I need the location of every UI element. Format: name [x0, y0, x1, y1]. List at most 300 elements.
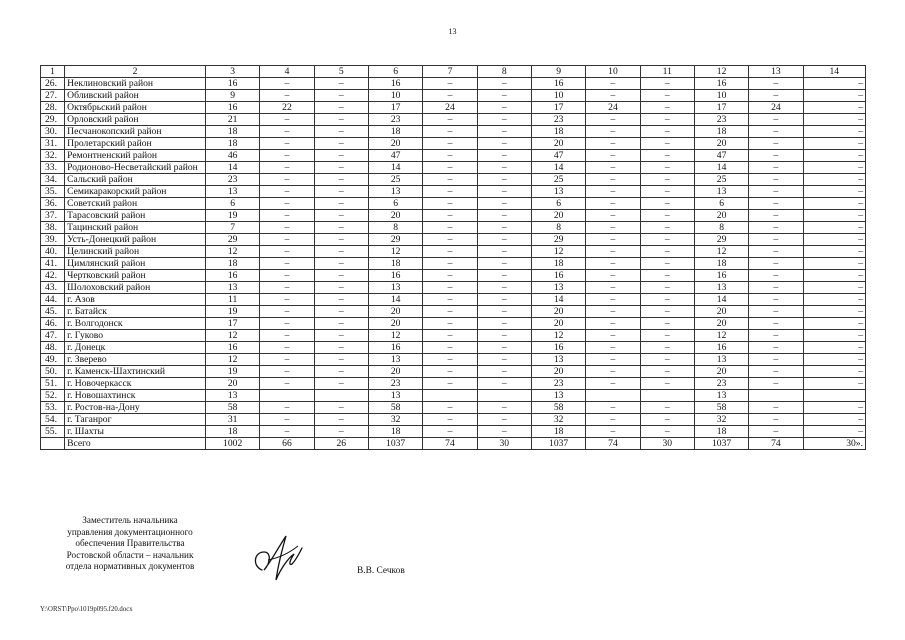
value-cell: 58: [368, 402, 422, 414]
value-cell: –: [586, 294, 640, 306]
signer-title-line: управления документационного: [67, 526, 193, 537]
value-cell: –: [640, 222, 694, 234]
row-number-cell: 30.: [41, 126, 65, 138]
row-number-cell: 29.: [41, 114, 65, 126]
value-cell: –: [749, 294, 803, 306]
table-row: [41, 258, 866, 270]
value-cell: 22: [260, 102, 314, 114]
value-cell: 13: [749, 66, 803, 78]
value-cell: 10: [531, 90, 585, 102]
value-cell: [640, 390, 694, 402]
row-number-cell: 53.: [41, 402, 65, 414]
table-row: [41, 354, 866, 366]
value-cell: 11: [205, 294, 259, 306]
value-cell: –: [477, 330, 531, 342]
region-name-cell: Обливский район: [65, 90, 206, 102]
value-cell: 18: [531, 426, 585, 438]
row-number-cell: 43.: [41, 282, 65, 294]
value-cell: 20: [368, 306, 422, 318]
value-cell: –: [803, 174, 865, 186]
value-cell: 11: [640, 66, 694, 78]
region-name-cell: Тацинский район: [65, 222, 206, 234]
value-cell: [260, 390, 314, 402]
value-cell: –: [260, 174, 314, 186]
value-cell: –: [314, 402, 368, 414]
value-cell: –: [423, 162, 477, 174]
value-cell: 17: [205, 318, 259, 330]
value-cell: –: [477, 210, 531, 222]
value-cell: 12: [205, 330, 259, 342]
row-number-cell: 39.: [41, 234, 65, 246]
value-cell: –: [477, 414, 531, 426]
value-cell: –: [477, 378, 531, 390]
value-cell: –: [803, 234, 865, 246]
value-cell: –: [477, 402, 531, 414]
region-name-cell: Ремонтненский район: [65, 150, 206, 162]
value-cell: –: [314, 258, 368, 270]
value-cell: [586, 390, 640, 402]
value-cell: –: [423, 378, 477, 390]
value-cell: –: [423, 186, 477, 198]
region-name-cell: Пролетарский район: [65, 138, 206, 150]
table-row: [41, 162, 866, 174]
value-cell: 8: [694, 222, 748, 234]
value-cell: 12: [368, 330, 422, 342]
value-cell: 13: [694, 354, 748, 366]
value-cell: 8: [531, 222, 585, 234]
table-row: [41, 210, 866, 222]
value-cell: –: [640, 306, 694, 318]
value-cell: 16: [694, 342, 748, 354]
value-cell: –: [477, 354, 531, 366]
value-cell: –: [803, 78, 865, 90]
value-cell: –: [803, 150, 865, 162]
region-name-cell: г. Батайск: [65, 306, 206, 318]
value-cell: –: [586, 150, 640, 162]
value-cell: –: [586, 126, 640, 138]
value-cell: –: [260, 378, 314, 390]
value-cell: –: [803, 138, 865, 150]
value-cell: –: [314, 222, 368, 234]
value-cell: –: [586, 258, 640, 270]
signer-title-line: Заместитель начальника: [82, 515, 178, 525]
value-cell: –: [803, 90, 865, 102]
value-cell: –: [586, 174, 640, 186]
value-cell: –: [640, 198, 694, 210]
value-cell: 20: [368, 138, 422, 150]
value-cell: 3: [205, 66, 259, 78]
value-cell: 20: [531, 210, 585, 222]
value-cell: 66: [260, 438, 314, 450]
table-row: [41, 102, 866, 114]
value-cell: –: [477, 234, 531, 246]
region-name-cell: г. Новочеркасск: [65, 378, 206, 390]
value-cell: 16: [368, 270, 422, 282]
value-cell: –: [586, 306, 640, 318]
value-cell: –: [586, 210, 640, 222]
value-cell: –: [749, 138, 803, 150]
value-cell: 29: [694, 234, 748, 246]
value-cell: –: [423, 282, 477, 294]
value-cell: 21: [205, 114, 259, 126]
value-cell: –: [314, 282, 368, 294]
value-cell: 13: [368, 186, 422, 198]
value-cell: 18: [694, 258, 748, 270]
value-cell: 14: [694, 294, 748, 306]
value-cell: –: [749, 414, 803, 426]
value-cell: –: [423, 270, 477, 282]
value-cell: 46: [205, 150, 259, 162]
value-cell: 58: [694, 402, 748, 414]
value-cell: –: [640, 114, 694, 126]
value-cell: –: [749, 258, 803, 270]
value-cell: –: [749, 234, 803, 246]
row-number-cell: 33.: [41, 162, 65, 174]
value-cell: 9: [205, 90, 259, 102]
value-cell: 17: [531, 102, 585, 114]
value-cell: 1037: [694, 438, 748, 450]
value-cell: –: [640, 270, 694, 282]
table-row: [41, 150, 866, 162]
region-name-cell: г. Каменск-Шахтинский: [65, 366, 206, 378]
value-cell: –: [803, 318, 865, 330]
table-row: [41, 186, 866, 198]
value-cell: –: [477, 78, 531, 90]
value-cell: [477, 390, 531, 402]
value-cell: –: [640, 258, 694, 270]
value-cell: –: [477, 198, 531, 210]
value-cell: 58: [205, 402, 259, 414]
value-cell: –: [586, 186, 640, 198]
value-cell: –: [640, 174, 694, 186]
value-cell: –: [749, 342, 803, 354]
value-cell: –: [314, 78, 368, 90]
value-cell: 6: [368, 198, 422, 210]
value-cell: 20: [694, 318, 748, 330]
value-cell: –: [803, 198, 865, 210]
row-number-cell: 45.: [41, 306, 65, 318]
value-cell: –: [314, 126, 368, 138]
value-cell: 24: [586, 102, 640, 114]
region-name-cell: Чертковский район: [65, 270, 206, 282]
signer-title-line: обеспечения Правительства: [75, 538, 185, 549]
value-cell: –: [423, 354, 477, 366]
value-cell: –: [314, 426, 368, 438]
value-cell: 13: [205, 390, 259, 402]
value-cell: –: [640, 126, 694, 138]
value-cell: –: [803, 402, 865, 414]
value-cell: 16: [694, 270, 748, 282]
table-row: [41, 246, 866, 258]
value-cell: 23: [694, 378, 748, 390]
value-cell: 10: [586, 66, 640, 78]
region-name-cell: г. Зверево: [65, 354, 206, 366]
value-cell: –: [314, 102, 368, 114]
region-name-cell: Целинский район: [65, 246, 206, 258]
value-cell: 18: [694, 126, 748, 138]
value-cell: –: [260, 282, 314, 294]
row-number-cell: 32.: [41, 150, 65, 162]
value-cell: –: [749, 174, 803, 186]
value-cell: –: [477, 318, 531, 330]
value-cell: –: [477, 426, 531, 438]
value-cell: [423, 390, 477, 402]
value-cell: 13: [694, 282, 748, 294]
value-cell: –: [260, 222, 314, 234]
value-cell: 12: [694, 330, 748, 342]
value-cell: 12: [205, 354, 259, 366]
value-cell: –: [260, 162, 314, 174]
value-cell: 20: [531, 138, 585, 150]
value-cell: 18: [205, 258, 259, 270]
value-cell: 16: [531, 78, 585, 90]
value-cell: –: [586, 198, 640, 210]
value-cell: –: [423, 294, 477, 306]
value-cell: –: [314, 414, 368, 426]
total-row: [41, 438, 866, 450]
value-cell: 24: [749, 102, 803, 114]
value-cell: –: [423, 78, 477, 90]
value-cell: –: [586, 162, 640, 174]
row-number-cell: 26.: [41, 78, 65, 90]
value-cell: –: [423, 366, 477, 378]
value-cell: 6: [205, 198, 259, 210]
value-cell: 7: [205, 222, 259, 234]
value-cell: –: [640, 162, 694, 174]
value-cell: –: [260, 426, 314, 438]
value-cell: 20: [368, 366, 422, 378]
value-cell: –: [586, 138, 640, 150]
value-cell: 14: [205, 162, 259, 174]
row-number-cell: 36.: [41, 198, 65, 210]
value-cell: –: [477, 174, 531, 186]
value-cell: –: [803, 126, 865, 138]
value-cell: 6: [531, 198, 585, 210]
value-cell: 13: [205, 282, 259, 294]
value-cell: 23: [368, 378, 422, 390]
value-cell: –: [260, 78, 314, 90]
value-cell: –: [640, 282, 694, 294]
value-cell: 1037: [531, 438, 585, 450]
value-cell: [803, 390, 865, 402]
value-cell: –: [477, 162, 531, 174]
value-cell: 47: [531, 150, 585, 162]
row-number-cell: 48.: [41, 342, 65, 354]
region-name-cell: г. Таганрог: [65, 414, 206, 426]
value-cell: –: [477, 114, 531, 126]
value-cell: –: [803, 186, 865, 198]
value-cell: –: [423, 114, 477, 126]
table-row: [41, 294, 866, 306]
value-cell: –: [477, 150, 531, 162]
value-cell: –: [260, 306, 314, 318]
value-cell: 47: [694, 150, 748, 162]
value-cell: 13: [531, 186, 585, 198]
table-row: [41, 270, 866, 282]
value-cell: 13: [368, 354, 422, 366]
value-cell: 23: [531, 114, 585, 126]
value-cell: –: [314, 234, 368, 246]
value-cell: 29: [531, 234, 585, 246]
region-name-cell: Всего: [65, 438, 206, 450]
value-cell: –: [423, 246, 477, 258]
value-cell: –: [803, 258, 865, 270]
value-cell: –: [586, 270, 640, 282]
value-cell: –: [586, 402, 640, 414]
value-cell: –: [803, 306, 865, 318]
value-cell: 18: [368, 126, 422, 138]
region-name-cell: г. Волгодонск: [65, 318, 206, 330]
value-cell: 30».: [803, 438, 865, 450]
value-cell: –: [423, 234, 477, 246]
value-cell: –: [477, 294, 531, 306]
value-cell: –: [586, 354, 640, 366]
value-cell: –: [477, 246, 531, 258]
value-cell: 23: [531, 378, 585, 390]
value-cell: –: [260, 138, 314, 150]
value-cell: –: [423, 150, 477, 162]
value-cell: –: [586, 114, 640, 126]
region-name-cell: Шолоховский район: [65, 282, 206, 294]
value-cell: –: [640, 318, 694, 330]
value-cell: 20: [205, 378, 259, 390]
region-name-cell: Усть-Донецкий район: [65, 234, 206, 246]
value-cell: –: [586, 78, 640, 90]
value-cell: 10: [368, 90, 422, 102]
value-cell: 6: [694, 198, 748, 210]
value-cell: –: [423, 318, 477, 330]
value-cell: –: [260, 198, 314, 210]
value-cell: –: [749, 78, 803, 90]
value-cell: –: [477, 102, 531, 114]
signer-title-line: отдела нормативных документов: [65, 561, 195, 572]
table-row: [41, 78, 866, 90]
value-cell: 14: [368, 294, 422, 306]
row-number-cell: 1: [41, 66, 65, 78]
value-cell: 19: [205, 366, 259, 378]
value-cell: –: [640, 234, 694, 246]
value-cell: 5: [314, 66, 368, 78]
value-cell: –: [803, 354, 865, 366]
value-cell: –: [423, 198, 477, 210]
value-cell: –: [477, 342, 531, 354]
value-cell: 18: [368, 258, 422, 270]
value-cell: –: [423, 174, 477, 186]
value-cell: 18: [205, 126, 259, 138]
value-cell: 74: [423, 438, 477, 450]
value-cell: –: [803, 282, 865, 294]
value-cell: –: [749, 126, 803, 138]
value-cell: –: [260, 354, 314, 366]
value-cell: –: [640, 354, 694, 366]
value-cell: 31: [205, 414, 259, 426]
value-cell: 13: [531, 354, 585, 366]
value-cell: –: [423, 306, 477, 318]
value-cell: –: [423, 426, 477, 438]
value-cell: –: [314, 246, 368, 258]
row-number-cell: 51.: [41, 378, 65, 390]
value-cell: 1002: [205, 438, 259, 450]
row-number-cell: 44.: [41, 294, 65, 306]
value-cell: 16: [368, 342, 422, 354]
value-cell: –: [260, 414, 314, 426]
table-row: [41, 426, 866, 438]
value-cell: 13: [531, 390, 585, 402]
value-cell: –: [640, 294, 694, 306]
value-cell: –: [423, 126, 477, 138]
value-cell: –: [314, 330, 368, 342]
value-cell: –: [314, 342, 368, 354]
row-number-cell: 40.: [41, 246, 65, 258]
value-cell: [314, 390, 368, 402]
row-number-cell: 50.: [41, 366, 65, 378]
row-number-cell: [41, 438, 65, 450]
value-cell: 30: [640, 438, 694, 450]
value-cell: –: [749, 354, 803, 366]
value-cell: –: [314, 174, 368, 186]
value-cell: –: [803, 270, 865, 282]
table-row: [41, 138, 866, 150]
table-row: [41, 126, 866, 138]
value-cell: –: [423, 258, 477, 270]
value-cell: 1037: [368, 438, 422, 450]
row-number-cell: 41.: [41, 258, 65, 270]
row-number-cell: 27.: [41, 90, 65, 102]
value-cell: 20: [531, 306, 585, 318]
value-cell: –: [314, 306, 368, 318]
value-cell: 13: [694, 390, 748, 402]
value-cell: –: [749, 222, 803, 234]
value-cell: –: [314, 90, 368, 102]
value-cell: –: [477, 306, 531, 318]
value-cell: 32: [531, 414, 585, 426]
value-cell: –: [749, 270, 803, 282]
value-cell: 30: [477, 438, 531, 450]
value-cell: –: [749, 246, 803, 258]
region-name-cell: 2: [65, 66, 206, 78]
value-cell: 8: [368, 222, 422, 234]
value-cell: –: [640, 210, 694, 222]
table-row: [41, 174, 866, 186]
value-cell: –: [586, 234, 640, 246]
value-cell: –: [803, 102, 865, 114]
value-cell: –: [423, 222, 477, 234]
table-row: [41, 198, 866, 210]
value-cell: –: [314, 186, 368, 198]
value-cell: –: [477, 270, 531, 282]
value-cell: 25: [694, 174, 748, 186]
value-cell: 20: [694, 366, 748, 378]
value-cell: –: [803, 294, 865, 306]
value-cell: –: [314, 162, 368, 174]
value-cell: –: [314, 198, 368, 210]
value-cell: 20: [694, 210, 748, 222]
value-cell: –: [477, 366, 531, 378]
row-number-cell: 46.: [41, 318, 65, 330]
region-name-cell: Неклиновский район: [65, 78, 206, 90]
signature-block: [40, 515, 220, 573]
row-number-cell: 47.: [41, 330, 65, 342]
value-cell: –: [260, 114, 314, 126]
value-cell: –: [260, 210, 314, 222]
value-cell: [749, 390, 803, 402]
table-row: [41, 342, 866, 354]
signer-title-line: Ростовской области – начальник: [66, 549, 194, 560]
row-number-cell: 34.: [41, 174, 65, 186]
data-table: [40, 65, 866, 450]
value-cell: 20: [368, 210, 422, 222]
value-cell: –: [260, 246, 314, 258]
